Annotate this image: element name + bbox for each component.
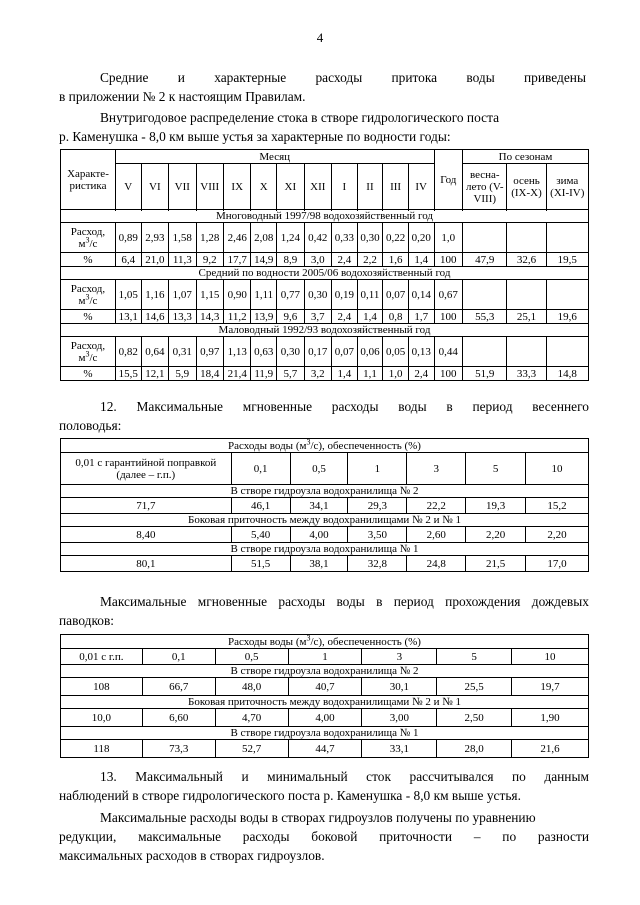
- cell: 51,9: [463, 367, 507, 381]
- word: характерные: [214, 70, 287, 85]
- section-title: В створе гидроузла водохранилища № 2: [61, 485, 589, 498]
- column-header: 0,01 с гарантийной поправкой (далее – г.п.): [61, 453, 232, 485]
- cell: 13,3: [169, 310, 196, 324]
- cell: 0,17: [304, 337, 331, 367]
- cell: 5,9: [169, 367, 196, 381]
- word: воды: [336, 594, 365, 609]
- cell: 29,3: [348, 498, 407, 514]
- cell: 9,6: [277, 310, 304, 324]
- cell: 21,5: [466, 556, 526, 572]
- cell: 1,28: [196, 223, 223, 253]
- paragraph-3-line-2: половодья:: [59, 418, 122, 433]
- paragraph-2-line-1: Внутригодовое распределение стока в створе гидрологического поста: [100, 110, 500, 125]
- word: мгновенные: [242, 399, 313, 414]
- column-header: 0,01 с г.п.: [61, 649, 143, 665]
- cell: 2,2: [357, 253, 383, 267]
- row-label-flow: Расход, $м^3/с$: [61, 280, 116, 310]
- cell: 0,77: [277, 280, 304, 310]
- cell: 17,0: [526, 556, 589, 572]
- header-month-cell: IV: [408, 164, 434, 210]
- rain-flood-table: [60, 634, 589, 758]
- cell: 1,11: [251, 280, 277, 310]
- cell: 25,5: [437, 678, 512, 696]
- word: минимальный: [267, 769, 348, 784]
- word: данным: [544, 769, 589, 784]
- paragraph-1-line-2: в приложении № 2 к настоящим Правилам.: [59, 89, 306, 104]
- cell: 0,19: [332, 280, 358, 310]
- cell: 80,1: [61, 556, 232, 572]
- header-seasons: По сезонам: [463, 150, 589, 164]
- paragraph-2-line-2: р. Каменушка - 8,0 км выше устья за характерные по водности годы:: [59, 129, 451, 144]
- paragraph-5-line-1: [100, 767, 589, 786]
- cell: 2,4: [408, 367, 434, 381]
- word: в: [446, 399, 453, 414]
- cell: 0,90: [223, 280, 250, 310]
- cell: 0,05: [383, 337, 409, 367]
- cell: 15,5: [115, 367, 141, 381]
- word: 13.: [100, 769, 117, 784]
- cell: 22,2: [407, 498, 466, 514]
- paragraph-3-line-1: [100, 397, 589, 416]
- section-title: В створе гидроузла водохранилища № 1: [61, 543, 589, 556]
- cell: 10,0: [61, 709, 143, 727]
- word: воды: [466, 70, 495, 85]
- cell: 8,9: [277, 253, 304, 267]
- word: прохождения: [445, 594, 521, 609]
- cell: [463, 337, 507, 367]
- header-month-cell: II: [357, 164, 383, 210]
- section-title: В створе гидроузла водохранилища № 1: [61, 727, 589, 740]
- cell: 6,4: [115, 253, 141, 267]
- cell: 3,7: [304, 310, 331, 324]
- cell: 21,0: [141, 253, 168, 267]
- cell: 2,46: [223, 223, 250, 253]
- cell: 3,0: [304, 253, 331, 267]
- cell: 3,2: [304, 367, 331, 381]
- cell: 2,20: [526, 527, 589, 543]
- word: редукции,: [59, 829, 117, 844]
- cell: 1,15: [196, 280, 223, 310]
- cell: 0,22: [383, 223, 409, 253]
- word: и: [177, 70, 185, 85]
- cell: 46,1: [231, 498, 290, 514]
- cell: 73,3: [142, 740, 215, 758]
- word: приточности: [379, 829, 453, 844]
- header-month-cell: I: [332, 164, 358, 210]
- word: расходы: [278, 594, 326, 609]
- word: период: [393, 594, 434, 609]
- cell: 2,4: [332, 253, 358, 267]
- cell: 2,20: [466, 527, 526, 543]
- cell: 55,3: [463, 310, 507, 324]
- cell: 0,13: [408, 337, 434, 367]
- monthly-flow-table: [60, 149, 589, 381]
- paragraph-6-line-2: [59, 827, 589, 846]
- cell: 1,90: [512, 709, 589, 727]
- cell: 0,64: [141, 337, 168, 367]
- row-label-flow: Расход, $м^3/с$: [61, 223, 116, 253]
- paragraph-1-line-1: [100, 68, 586, 87]
- word: сток: [366, 769, 391, 784]
- header-month-cell: VII: [169, 164, 196, 210]
- word: боковой: [311, 829, 358, 844]
- cell: 0,06: [357, 337, 383, 367]
- table-title: Расходы воды $(м^3/с)$, обеспеченность (%): [61, 635, 589, 649]
- word: по: [512, 769, 526, 784]
- header-month-cell: X: [251, 164, 277, 210]
- cell: [507, 337, 546, 367]
- header-year: Год: [434, 150, 463, 210]
- cell: 4,00: [290, 527, 348, 543]
- cell: 32,6: [507, 253, 546, 267]
- cell: 0,20: [408, 223, 434, 253]
- column-header: 5: [466, 453, 526, 485]
- cell: [463, 280, 507, 310]
- row-label-pct: %: [61, 253, 116, 267]
- cell: 17,7: [223, 253, 250, 267]
- header-month-cell: V: [115, 164, 141, 210]
- row-label-pct: %: [61, 367, 116, 381]
- cell: 32,8: [348, 556, 407, 572]
- section-title: Маловодный 1992/93 водохозяйственный год: [61, 324, 589, 337]
- cell: 28,0: [437, 740, 512, 758]
- row-label-flow: Расход, $м^3/с$: [61, 337, 116, 367]
- cell: 14,8: [546, 367, 588, 381]
- cell: 0,07: [332, 337, 358, 367]
- cell: 0,33: [332, 223, 358, 253]
- cell: [507, 223, 546, 253]
- cell: 1,07: [169, 280, 196, 310]
- cell: 1,0: [383, 367, 409, 381]
- cell: 8,40: [61, 527, 232, 543]
- word: –: [473, 829, 481, 844]
- cell: 11,9: [251, 367, 277, 381]
- cell: 0,07: [383, 280, 409, 310]
- cell: 2,60: [407, 527, 466, 543]
- word: весеннего: [532, 399, 589, 414]
- word: период: [472, 399, 513, 414]
- cell: 1,7: [408, 310, 434, 324]
- cell: 3,50: [348, 527, 407, 543]
- header-month-cell: III: [383, 164, 409, 210]
- word: дождевых: [531, 594, 589, 609]
- cell: 48,0: [215, 678, 288, 696]
- cell: 71,7: [61, 498, 232, 514]
- cell: 4,70: [215, 709, 288, 727]
- cell: 1,16: [141, 280, 168, 310]
- cell: 1,0: [434, 223, 463, 253]
- word: притока: [391, 70, 438, 85]
- word: воды: [398, 399, 427, 414]
- cell: 11,2: [223, 310, 250, 324]
- cell: [546, 337, 588, 367]
- header-autumn: осень (IX-X): [507, 164, 546, 210]
- word: мгновенные: [197, 594, 268, 609]
- section-title: Боковая приточность между водохранилищами № 2 и № 1: [61, 514, 589, 527]
- cell: 2,50: [437, 709, 512, 727]
- column-header: 10: [526, 453, 589, 485]
- paragraph-6-line-1: Максимальные расходы воды в створах гидроузлов получены по уравнению: [100, 810, 536, 825]
- header-spring: весна-лето (V-VIII): [463, 164, 507, 210]
- cell: 13,9: [251, 310, 277, 324]
- cell: 0,44: [434, 337, 463, 367]
- column-header: 0,5: [290, 453, 348, 485]
- cell: [546, 223, 588, 253]
- cell: 14,3: [196, 310, 223, 324]
- column-header: 1: [288, 649, 362, 665]
- word: Максимальные: [136, 399, 223, 414]
- cell: [463, 223, 507, 253]
- cell: 24,8: [407, 556, 466, 572]
- cell: 2,93: [141, 223, 168, 253]
- header-month-cell: VIII: [196, 164, 223, 210]
- cell: 108: [61, 678, 143, 696]
- page-number: 4: [316, 30, 324, 45]
- cell: 0,31: [169, 337, 196, 367]
- column-header: 10: [512, 649, 589, 665]
- cell: 66,7: [142, 678, 215, 696]
- section-title: Боковая приточность между водохранилищами № 2 и № 1: [61, 696, 589, 709]
- cell: 0,89: [115, 223, 141, 253]
- cell: 100: [434, 367, 463, 381]
- column-header: 3: [362, 649, 437, 665]
- cell: 1,13: [223, 337, 250, 367]
- word: расходы: [331, 399, 379, 414]
- word: в: [376, 594, 383, 609]
- word: расходы: [315, 70, 363, 85]
- cell: 19,7: [512, 678, 589, 696]
- word: приведены: [524, 70, 586, 85]
- cell: 4,00: [288, 709, 362, 727]
- cell: 19,5: [546, 253, 588, 267]
- cell: 3,00: [362, 709, 437, 727]
- cell: 38,1: [290, 556, 348, 572]
- header-month-cell: IX: [223, 164, 250, 210]
- cell: 25,1: [507, 310, 546, 324]
- header-month-cell: VI: [141, 164, 168, 210]
- paragraph-6-line-3: максимальных расходов в створах гидроузлов.: [59, 848, 325, 863]
- header-month-cell: XI: [277, 164, 304, 210]
- header-winter: зима (XI-IV): [546, 164, 588, 210]
- cell: 0,97: [196, 337, 223, 367]
- cell: 11,3: [169, 253, 196, 267]
- cell: 0,14: [408, 280, 434, 310]
- column-header: 5: [437, 649, 512, 665]
- cell: 30,1: [362, 678, 437, 696]
- cell: 18,4: [196, 367, 223, 381]
- word: по: [502, 829, 517, 844]
- cell: 47,9: [463, 253, 507, 267]
- word: расходы: [242, 829, 290, 844]
- cell: 0,63: [251, 337, 277, 367]
- cell: 9,2: [196, 253, 223, 267]
- cell: 2,08: [251, 223, 277, 253]
- cell: 5,40: [231, 527, 290, 543]
- word: разности: [537, 829, 589, 844]
- cell: 0,82: [115, 337, 141, 367]
- header-month: Месяц: [115, 150, 434, 164]
- word: рассчитывался: [409, 769, 494, 784]
- header-characteristic: Характе-ристика: [61, 150, 116, 210]
- cell: 100: [434, 310, 463, 324]
- column-header: 3: [407, 453, 466, 485]
- cell: 52,7: [215, 740, 288, 758]
- cell: 40,7: [288, 678, 362, 696]
- cell: 6,60: [142, 709, 215, 727]
- word: Средние: [100, 70, 149, 85]
- paragraph-4-line-2: паводков:: [59, 613, 115, 628]
- cell: 1,4: [408, 253, 434, 267]
- cell: 1,58: [169, 223, 196, 253]
- cell: 14,6: [141, 310, 168, 324]
- cell: 19,3: [466, 498, 526, 514]
- cell: 1,1: [357, 367, 383, 381]
- cell: 33,1: [362, 740, 437, 758]
- section-title: Многоводный 1997/98 водохозяйственный год: [61, 210, 589, 223]
- cell: 34,1: [290, 498, 348, 514]
- cell: 12,1: [141, 367, 168, 381]
- section-title: Средний по водности 2005/06 водохозяйственный год: [61, 267, 589, 280]
- word: Максимальный: [135, 769, 223, 784]
- cell: [507, 280, 546, 310]
- column-header: 0,5: [215, 649, 288, 665]
- cell: 100: [434, 253, 463, 267]
- row-label-pct: %: [61, 310, 116, 324]
- table-title: Расходы воды $(м^3/с)$, обеспеченность (%): [61, 439, 589, 453]
- header-month-cell: XII: [304, 164, 331, 210]
- cell: 0,11: [357, 280, 383, 310]
- cell: 0,30: [277, 337, 304, 367]
- column-header: 0,1: [231, 453, 290, 485]
- paragraph-5-line-2: наблюдений в створе гидрологического поста р. Каменушка - 8,0 км выше устья.: [59, 788, 521, 803]
- cell: 33,3: [507, 367, 546, 381]
- cell: 1,4: [357, 310, 383, 324]
- cell: 13,1: [115, 310, 141, 324]
- cell: 19,6: [546, 310, 588, 324]
- spring-flood-table: [60, 438, 589, 572]
- cell: 2,4: [332, 310, 358, 324]
- word: и: [241, 769, 249, 784]
- cell: 15,2: [526, 498, 589, 514]
- word: Максимальные: [100, 594, 187, 609]
- cell: 0,67: [434, 280, 463, 310]
- cell: 21,6: [512, 740, 589, 758]
- word: 12.: [100, 399, 117, 414]
- cell: 1,05: [115, 280, 141, 310]
- cell: 44,7: [288, 740, 362, 758]
- cell: 0,8: [383, 310, 409, 324]
- column-header: 0,1: [142, 649, 215, 665]
- cell: 118: [61, 740, 143, 758]
- cell: 51,5: [231, 556, 290, 572]
- word: максимальные: [138, 829, 222, 844]
- column-header: 1: [348, 453, 407, 485]
- cell: 1,4: [332, 367, 358, 381]
- cell: 21,4: [223, 367, 250, 381]
- cell: [546, 280, 588, 310]
- paragraph-4-line-1: [100, 592, 589, 611]
- cell: 1,6: [383, 253, 409, 267]
- cell: 14,9: [251, 253, 277, 267]
- cell: 0,42: [304, 223, 331, 253]
- cell: 5,7: [277, 367, 304, 381]
- cell: 1,24: [277, 223, 304, 253]
- section-title: В створе гидроузла водохранилища № 2: [61, 665, 589, 678]
- cell: 0,30: [304, 280, 331, 310]
- cell: 0,30: [357, 223, 383, 253]
